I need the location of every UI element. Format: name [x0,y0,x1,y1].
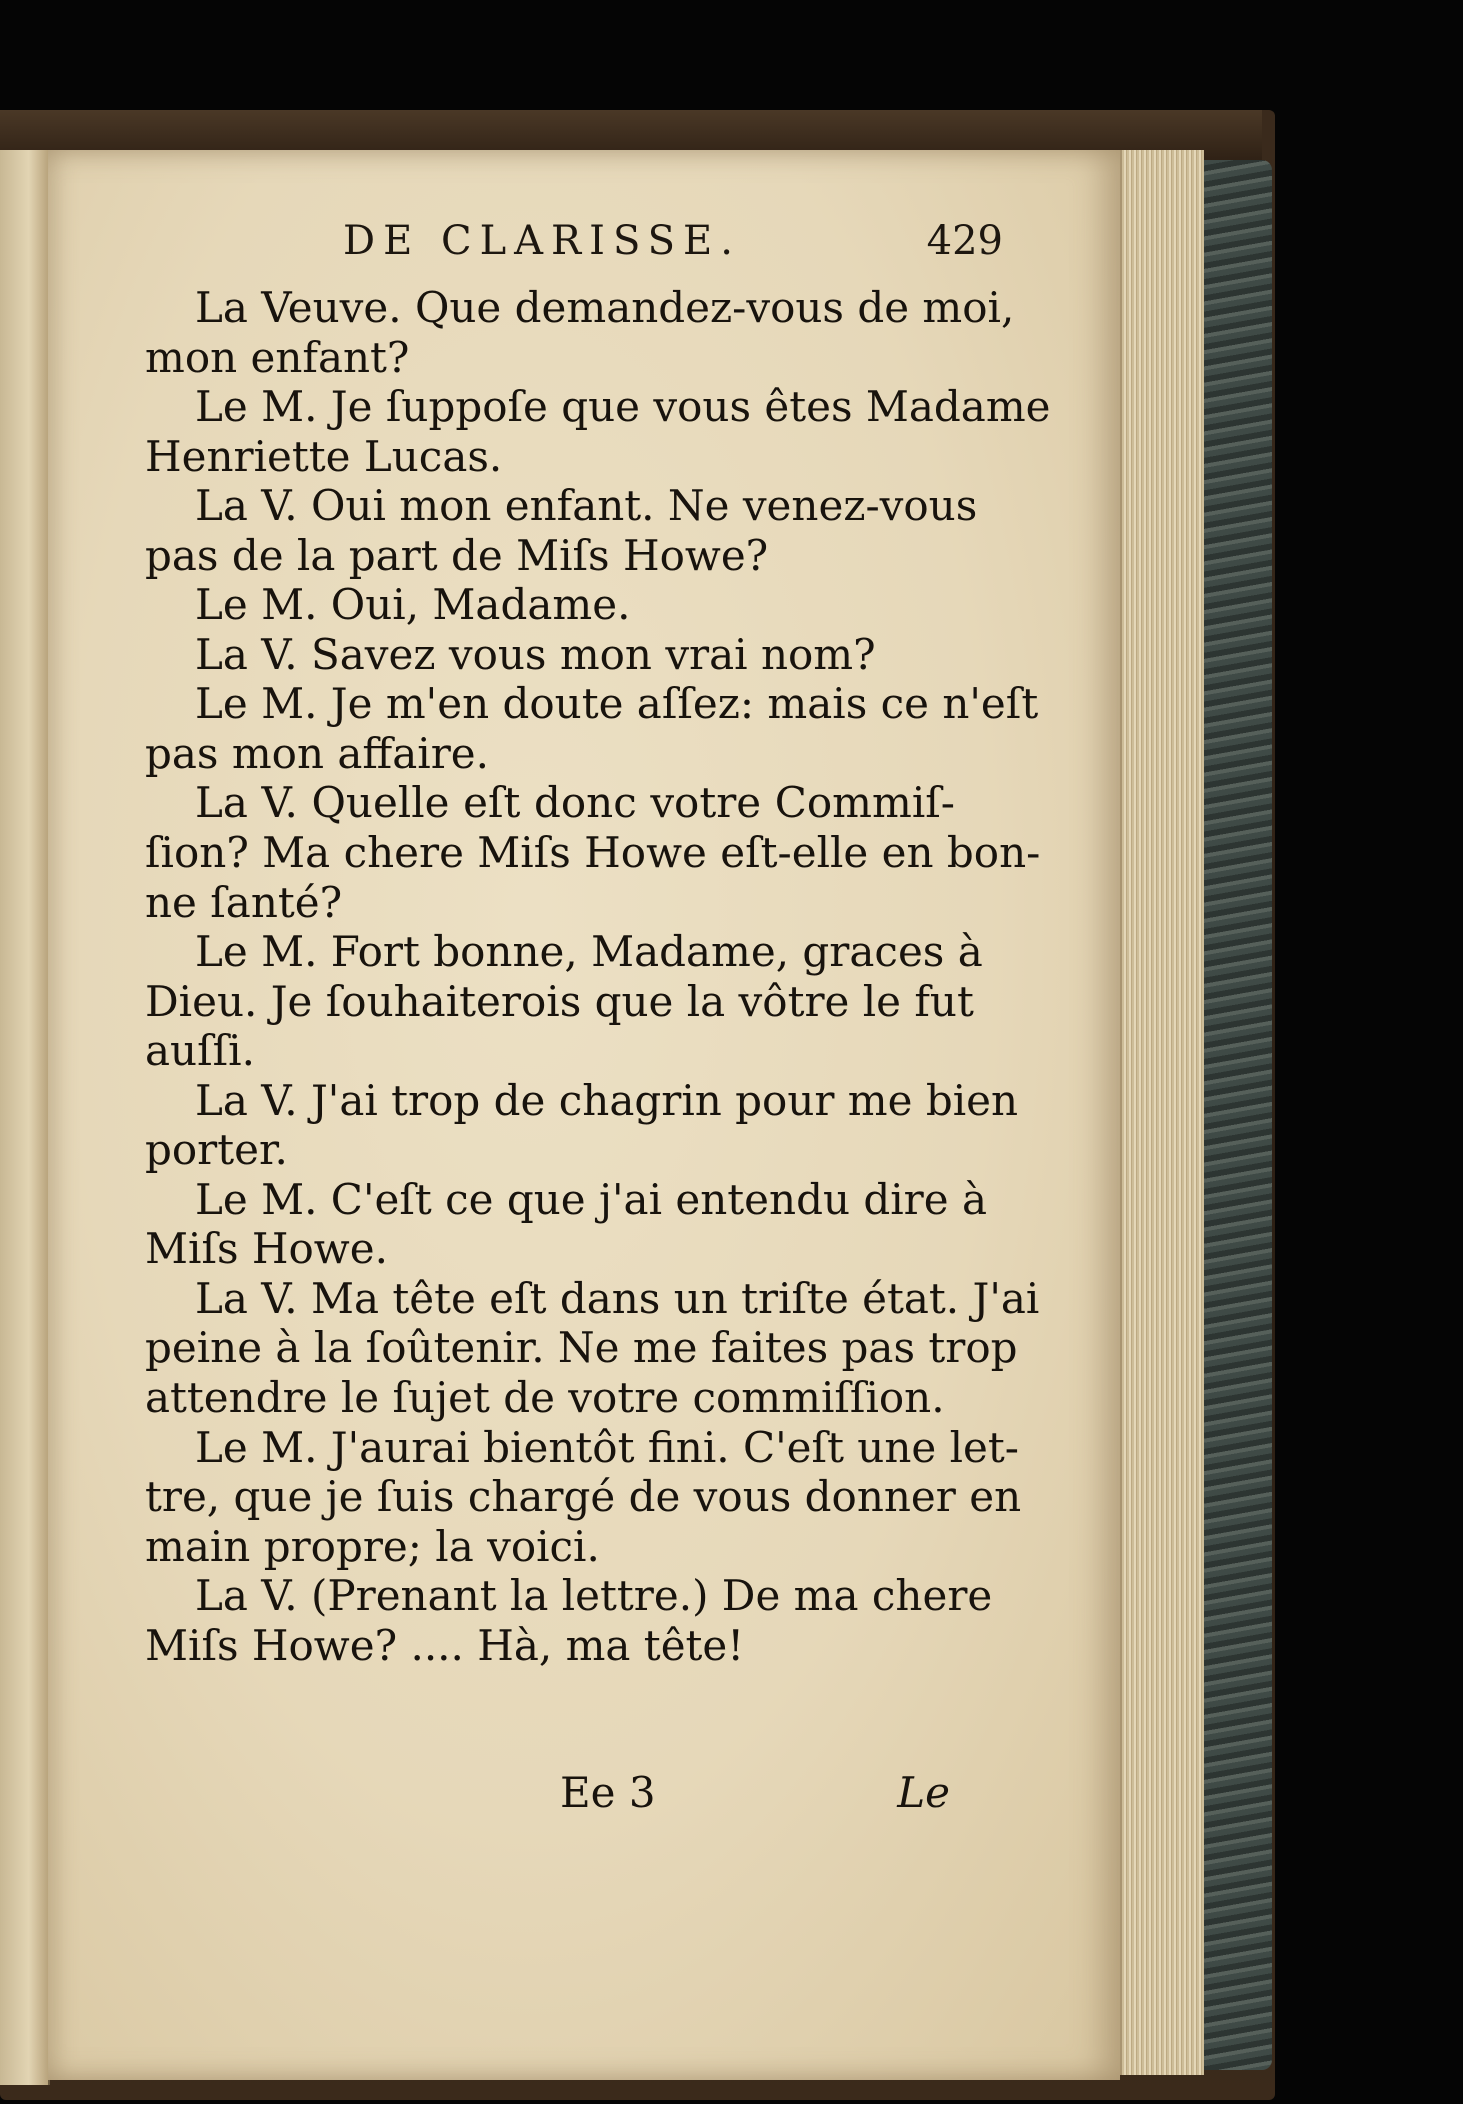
left-page-edge [0,150,50,2085]
catchword: Le [897,1768,950,1817]
text-line: La V. J'ai trop de chagrin pour me bien [195,1075,1019,1125]
text-line: pas de la part de Miſs Howe? [145,530,769,580]
page-number: 429 [926,218,1003,264]
text-line: La Veuve. Que demandez-vous de moi, [195,283,1015,332]
page-footer [560,1768,950,1817]
text-line: Dieu. Je ſouhaiterois que la vôtre le fut [145,976,974,1026]
text-line: La V. Savez vous mon vrai nom? [195,629,876,679]
text-line: Le M. Fort bonne, Madame, graces à [195,927,983,977]
text-line: main propre; la voici. [145,1521,600,1571]
signature-mark: Ee 3 [560,1768,656,1817]
page-header [343,218,1003,264]
text-line: tre, que je ſuis chargé de vous donner en [145,1472,1022,1522]
running-title: DE CLARISSE. [343,218,741,264]
text-line: La V. Ma tête eſt dans un triſte état. J'ai [195,1273,1040,1323]
text-line: Henriette Lucas. [145,431,503,481]
text-line: La V. Oui mon enfant. Ne venez-vous [195,481,978,531]
text-line: ne ſanté? [145,877,343,927]
text-line: ſion? Ma chere Miſs Howe eſt-elle en bon- [145,828,1041,878]
text-line: Le M. J'aurai bientôt fini. C'eſt une let- [195,1422,1019,1472]
page-edges [1120,150,1204,2075]
text-line: Le M. Oui, Madame. [195,580,631,630]
text-line: La V. (Prenant la lettre.) De ma chere [195,1571,993,1621]
text-line: pas mon affaire. [145,728,489,778]
text-line: Le M. C'eſt ce que j'ai entendu dire à [195,1174,987,1224]
text-line: attendre le ſujet de votre commiſſion. [145,1373,945,1423]
text-line: Miſs Howe. [145,1224,388,1274]
text-line: auſſi. [145,1026,255,1076]
text-line: Le M. Je m'en doute aſſez: mais ce n'eſt [195,679,1039,729]
text-line: peine à la ſoûtenir. Ne me faites pas trop [145,1323,1018,1373]
text-line: Le M. Je ſuppoſe que vous êtes Madame [195,382,1051,432]
text-line: porter. [145,1125,288,1175]
text-line: La V. Quelle eſt donc votre Commiſ- [195,778,955,828]
text-line: mon enfant? [145,332,410,382]
marbled-cover-edge [1200,160,1272,2070]
page-text [145,283,1051,1670]
text-line: Miſs Howe? .... Hà, ma tête! [145,1620,745,1670]
